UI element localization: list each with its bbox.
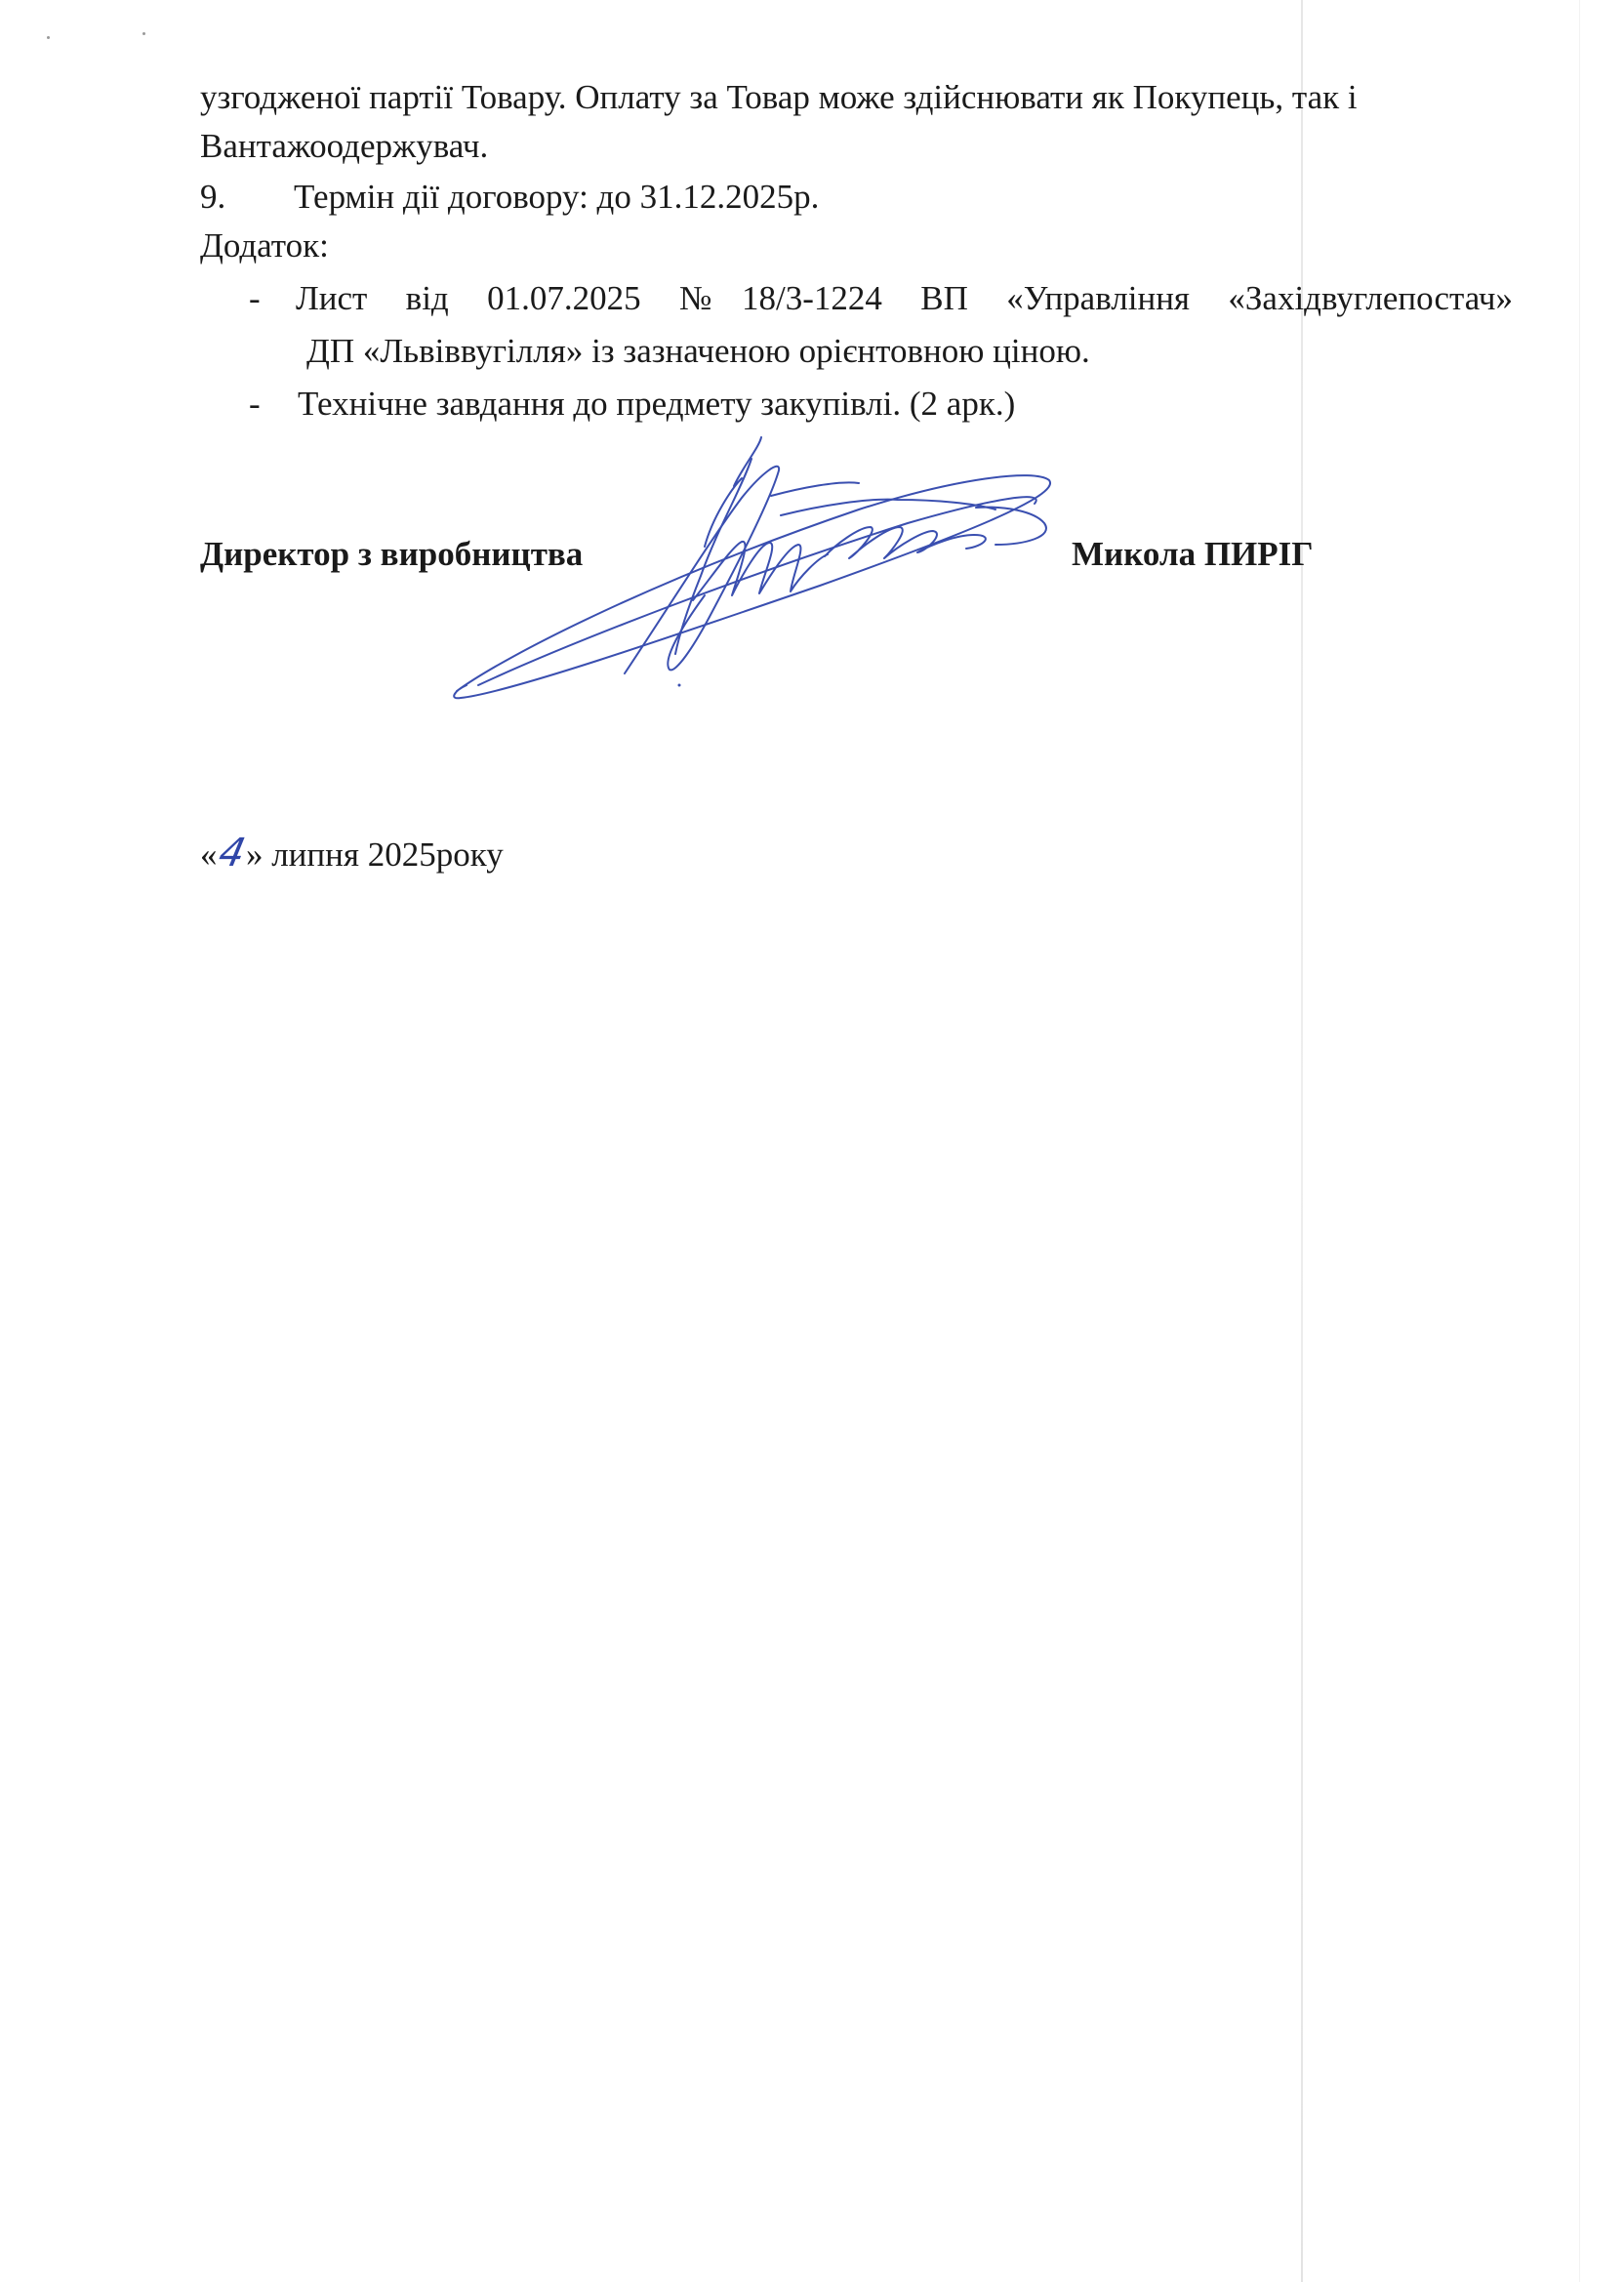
handwritten-day: 4 — [214, 831, 249, 876]
item-text: Термін дії договору: до 31.12.2025р. — [294, 178, 820, 216]
document-date — [200, 832, 504, 876]
list-dash: - — [249, 279, 261, 317]
scan-speck — [142, 32, 145, 35]
list-dash: - — [249, 385, 261, 423]
contract-term-item — [200, 176, 819, 219]
attachment-text: Лист від 01.07.2025 №18/3-1224 ВП «Управління «Західвуглепостач» — [296, 279, 1513, 317]
attachment-text: Технічне завдання до предмету закупівлі. (2 арк.) — [298, 385, 1016, 423]
attachment-text-continuation: ДП «Львіввугілля» із зазначеною орієнтовною ціною. — [306, 332, 1090, 370]
body-text-line: узгодженої партії Товару. Оплату за Товар може здійснювати як Покупець, так і — [200, 78, 1358, 116]
scan-speck — [47, 36, 50, 39]
item-number: 9. — [200, 178, 226, 216]
date-month-year: липня 2025року — [263, 835, 504, 874]
signatory-name: Микола ПИРІГ — [1072, 535, 1314, 573]
scan-fold-line — [1301, 0, 1303, 2282]
signatory-title: Директор з виробництва — [200, 535, 584, 573]
scan-edge-line — [1579, 0, 1580, 2282]
handwritten-signature — [449, 429, 1074, 722]
date-close-quote: » — [245, 835, 264, 874]
attachments-heading: Додаток: — [200, 226, 329, 265]
body-text-line: Вантажоодержувач. — [200, 127, 489, 165]
date-open-quote: « — [200, 835, 218, 874]
